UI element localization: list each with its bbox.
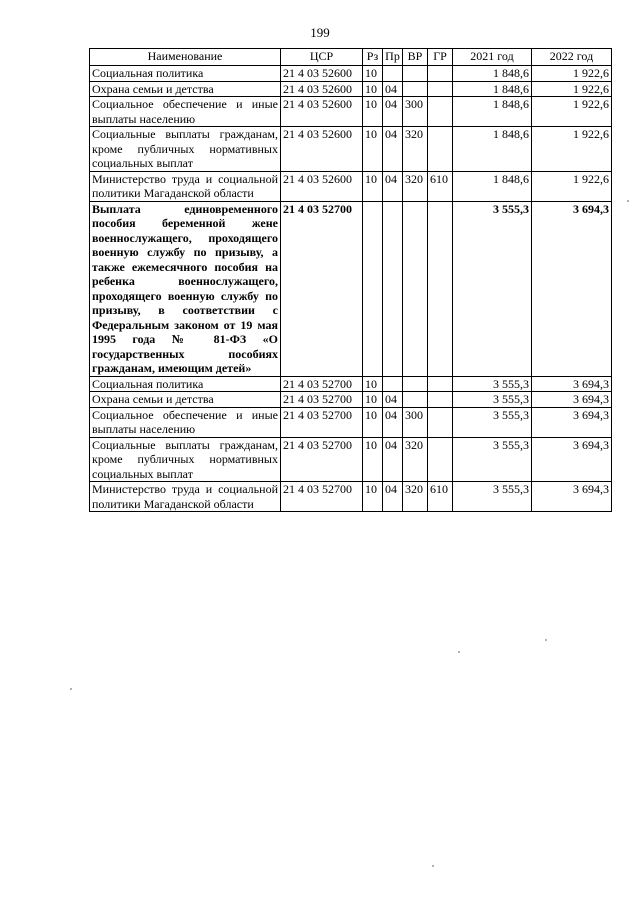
page-number: 199 — [310, 25, 330, 40]
scan-speck — [458, 651, 460, 653]
scan-speck — [432, 865, 434, 867]
cell-2022: 1 922,6 — [532, 127, 612, 172]
cell-pr: 04 — [383, 392, 403, 408]
scan-speck — [545, 639, 547, 641]
table-row — [90, 127, 612, 172]
cell-2021: 1 848,6 — [453, 97, 532, 127]
cell-csr: 21 4 03 52600 — [281, 97, 363, 127]
cell-csr: 21 4 03 52700 — [281, 392, 363, 408]
table-row — [90, 201, 612, 376]
cell-2021: 3 555,3 — [453, 201, 532, 376]
cell-vr: 300 — [403, 407, 428, 437]
cell-name: Министерство труда и социальной политики Магаданской области — [90, 482, 281, 512]
cell-pr: 04 — [383, 81, 403, 97]
cell-rz: 10 — [363, 81, 383, 97]
table-row — [90, 66, 612, 82]
header-csr: ЦСР — [281, 49, 363, 66]
cell-2022: 1 922,6 — [532, 81, 612, 97]
table-body — [90, 66, 612, 512]
cell-vr — [403, 201, 428, 376]
table-row — [90, 392, 612, 408]
cell-2021: 3 555,3 — [453, 407, 532, 437]
cell-csr: 21 4 03 52700 — [281, 482, 363, 512]
cell-rz: 10 — [363, 437, 383, 482]
cell-pr: 04 — [383, 482, 403, 512]
cell-pr — [383, 201, 403, 376]
cell-name: Выплата единовременного пособия беременной жене военнослужащего, проходящего военную службу по призыву, а также ежемесячного пособия на ребенка военнослужащего, проходящего военную службу по призыву, в соответствии с Федеральным законом от 19 мая 1995 года № 81-ФЗ «О государственных пособиях гражданам, имеющим детей» — [90, 201, 281, 376]
cell-csr: 21 4 03 52600 — [281, 127, 363, 172]
cell-name: Социальные выплаты гражданам, кроме публичных нормативных социальных выплат — [90, 127, 281, 172]
cell-rz: 10 — [363, 482, 383, 512]
cell-name: Социальные выплаты гражданам, кроме публичных нормативных социальных выплат — [90, 437, 281, 482]
cell-gr — [428, 81, 453, 97]
cell-2022: 3 694,3 — [532, 437, 612, 482]
cell-2022: 1 922,6 — [532, 97, 612, 127]
cell-2021: 3 555,3 — [453, 376, 532, 392]
header-gr: ГР — [428, 49, 453, 66]
cell-vr: 320 — [403, 127, 428, 172]
cell-vr — [403, 81, 428, 97]
cell-gr — [428, 407, 453, 437]
cell-rz: 10 — [363, 97, 383, 127]
cell-vr: 320 — [403, 437, 428, 482]
header-2021: 2021 год — [453, 49, 532, 66]
cell-pr — [383, 376, 403, 392]
cell-2021: 1 848,6 — [453, 171, 532, 201]
scan-speck — [70, 688, 72, 690]
cell-csr: 21 4 03 52600 — [281, 81, 363, 97]
header-2022: 2022 год — [532, 49, 612, 66]
cell-rz: 10 — [363, 376, 383, 392]
cell-gr — [428, 437, 453, 482]
cell-pr: 04 — [383, 171, 403, 201]
cell-gr — [428, 97, 453, 127]
cell-rz: 10 — [363, 66, 383, 82]
cell-2021: 3 555,3 — [453, 392, 532, 408]
header-pr: Пр — [383, 49, 403, 66]
budget-table — [89, 48, 612, 512]
table-row — [90, 437, 612, 482]
table-row — [90, 407, 612, 437]
cell-rz: 10 — [363, 392, 383, 408]
cell-gr: 610 — [428, 171, 453, 201]
cell-2021: 1 848,6 — [453, 127, 532, 172]
table-row — [90, 171, 612, 201]
cell-name: Охрана семьи и детства — [90, 81, 281, 97]
cell-rz: 10 — [363, 127, 383, 172]
table-row — [90, 81, 612, 97]
cell-pr: 04 — [383, 127, 403, 172]
cell-pr — [383, 66, 403, 82]
cell-vr: 320 — [403, 482, 428, 512]
cell-2022: 1 922,6 — [532, 66, 612, 82]
table-header-row — [90, 49, 612, 66]
cell-name: Министерство труда и социальной политики Магаданской области — [90, 171, 281, 201]
cell-csr: 21 4 03 52700 — [281, 407, 363, 437]
cell-csr: 21 4 03 52700 — [281, 437, 363, 482]
cell-2022: 3 694,3 — [532, 376, 612, 392]
cell-pr: 04 — [383, 437, 403, 482]
cell-gr: 610 — [428, 482, 453, 512]
cell-vr: 320 — [403, 171, 428, 201]
cell-2021: 3 555,3 — [453, 482, 532, 512]
cell-vr: 300 — [403, 97, 428, 127]
cell-2022: 3 694,3 — [532, 407, 612, 437]
header-rz: Рз — [363, 49, 383, 66]
header-name: Наименование — [90, 49, 281, 66]
table-row — [90, 376, 612, 392]
cell-gr — [428, 376, 453, 392]
cell-rz — [363, 201, 383, 376]
table-row — [90, 482, 612, 512]
cell-2021: 1 848,6 — [453, 81, 532, 97]
cell-gr — [428, 392, 453, 408]
cell-gr — [428, 201, 453, 376]
cell-vr — [403, 392, 428, 408]
cell-gr — [428, 127, 453, 172]
cell-name: Социальная политика — [90, 376, 281, 392]
cell-rz: 10 — [363, 407, 383, 437]
cell-name: Охрана семьи и детства — [90, 392, 281, 408]
header-vr: ВР — [403, 49, 428, 66]
table-row — [90, 97, 612, 127]
scan-speck — [627, 200, 629, 202]
cell-2022: 3 694,3 — [532, 392, 612, 408]
cell-gr — [428, 66, 453, 82]
cell-csr: 21 4 03 52600 — [281, 171, 363, 201]
cell-csr: 21 4 03 52600 — [281, 66, 363, 82]
cell-csr: 21 4 03 52700 — [281, 201, 363, 376]
cell-pr: 04 — [383, 407, 403, 437]
cell-2021: 3 555,3 — [453, 437, 532, 482]
cell-name: Социальное обеспечение и иные выплаты населению — [90, 97, 281, 127]
cell-csr: 21 4 03 52700 — [281, 376, 363, 392]
cell-name: Социальная политика — [90, 66, 281, 82]
cell-2022: 3 694,3 — [532, 201, 612, 376]
cell-2022: 3 694,3 — [532, 482, 612, 512]
cell-vr — [403, 66, 428, 82]
cell-2022: 1 922,6 — [532, 171, 612, 201]
cell-2021: 1 848,6 — [453, 66, 532, 82]
cell-pr: 04 — [383, 97, 403, 127]
cell-rz: 10 — [363, 171, 383, 201]
cell-vr — [403, 376, 428, 392]
cell-name: Социальное обеспечение и иные выплаты населению — [90, 407, 281, 437]
